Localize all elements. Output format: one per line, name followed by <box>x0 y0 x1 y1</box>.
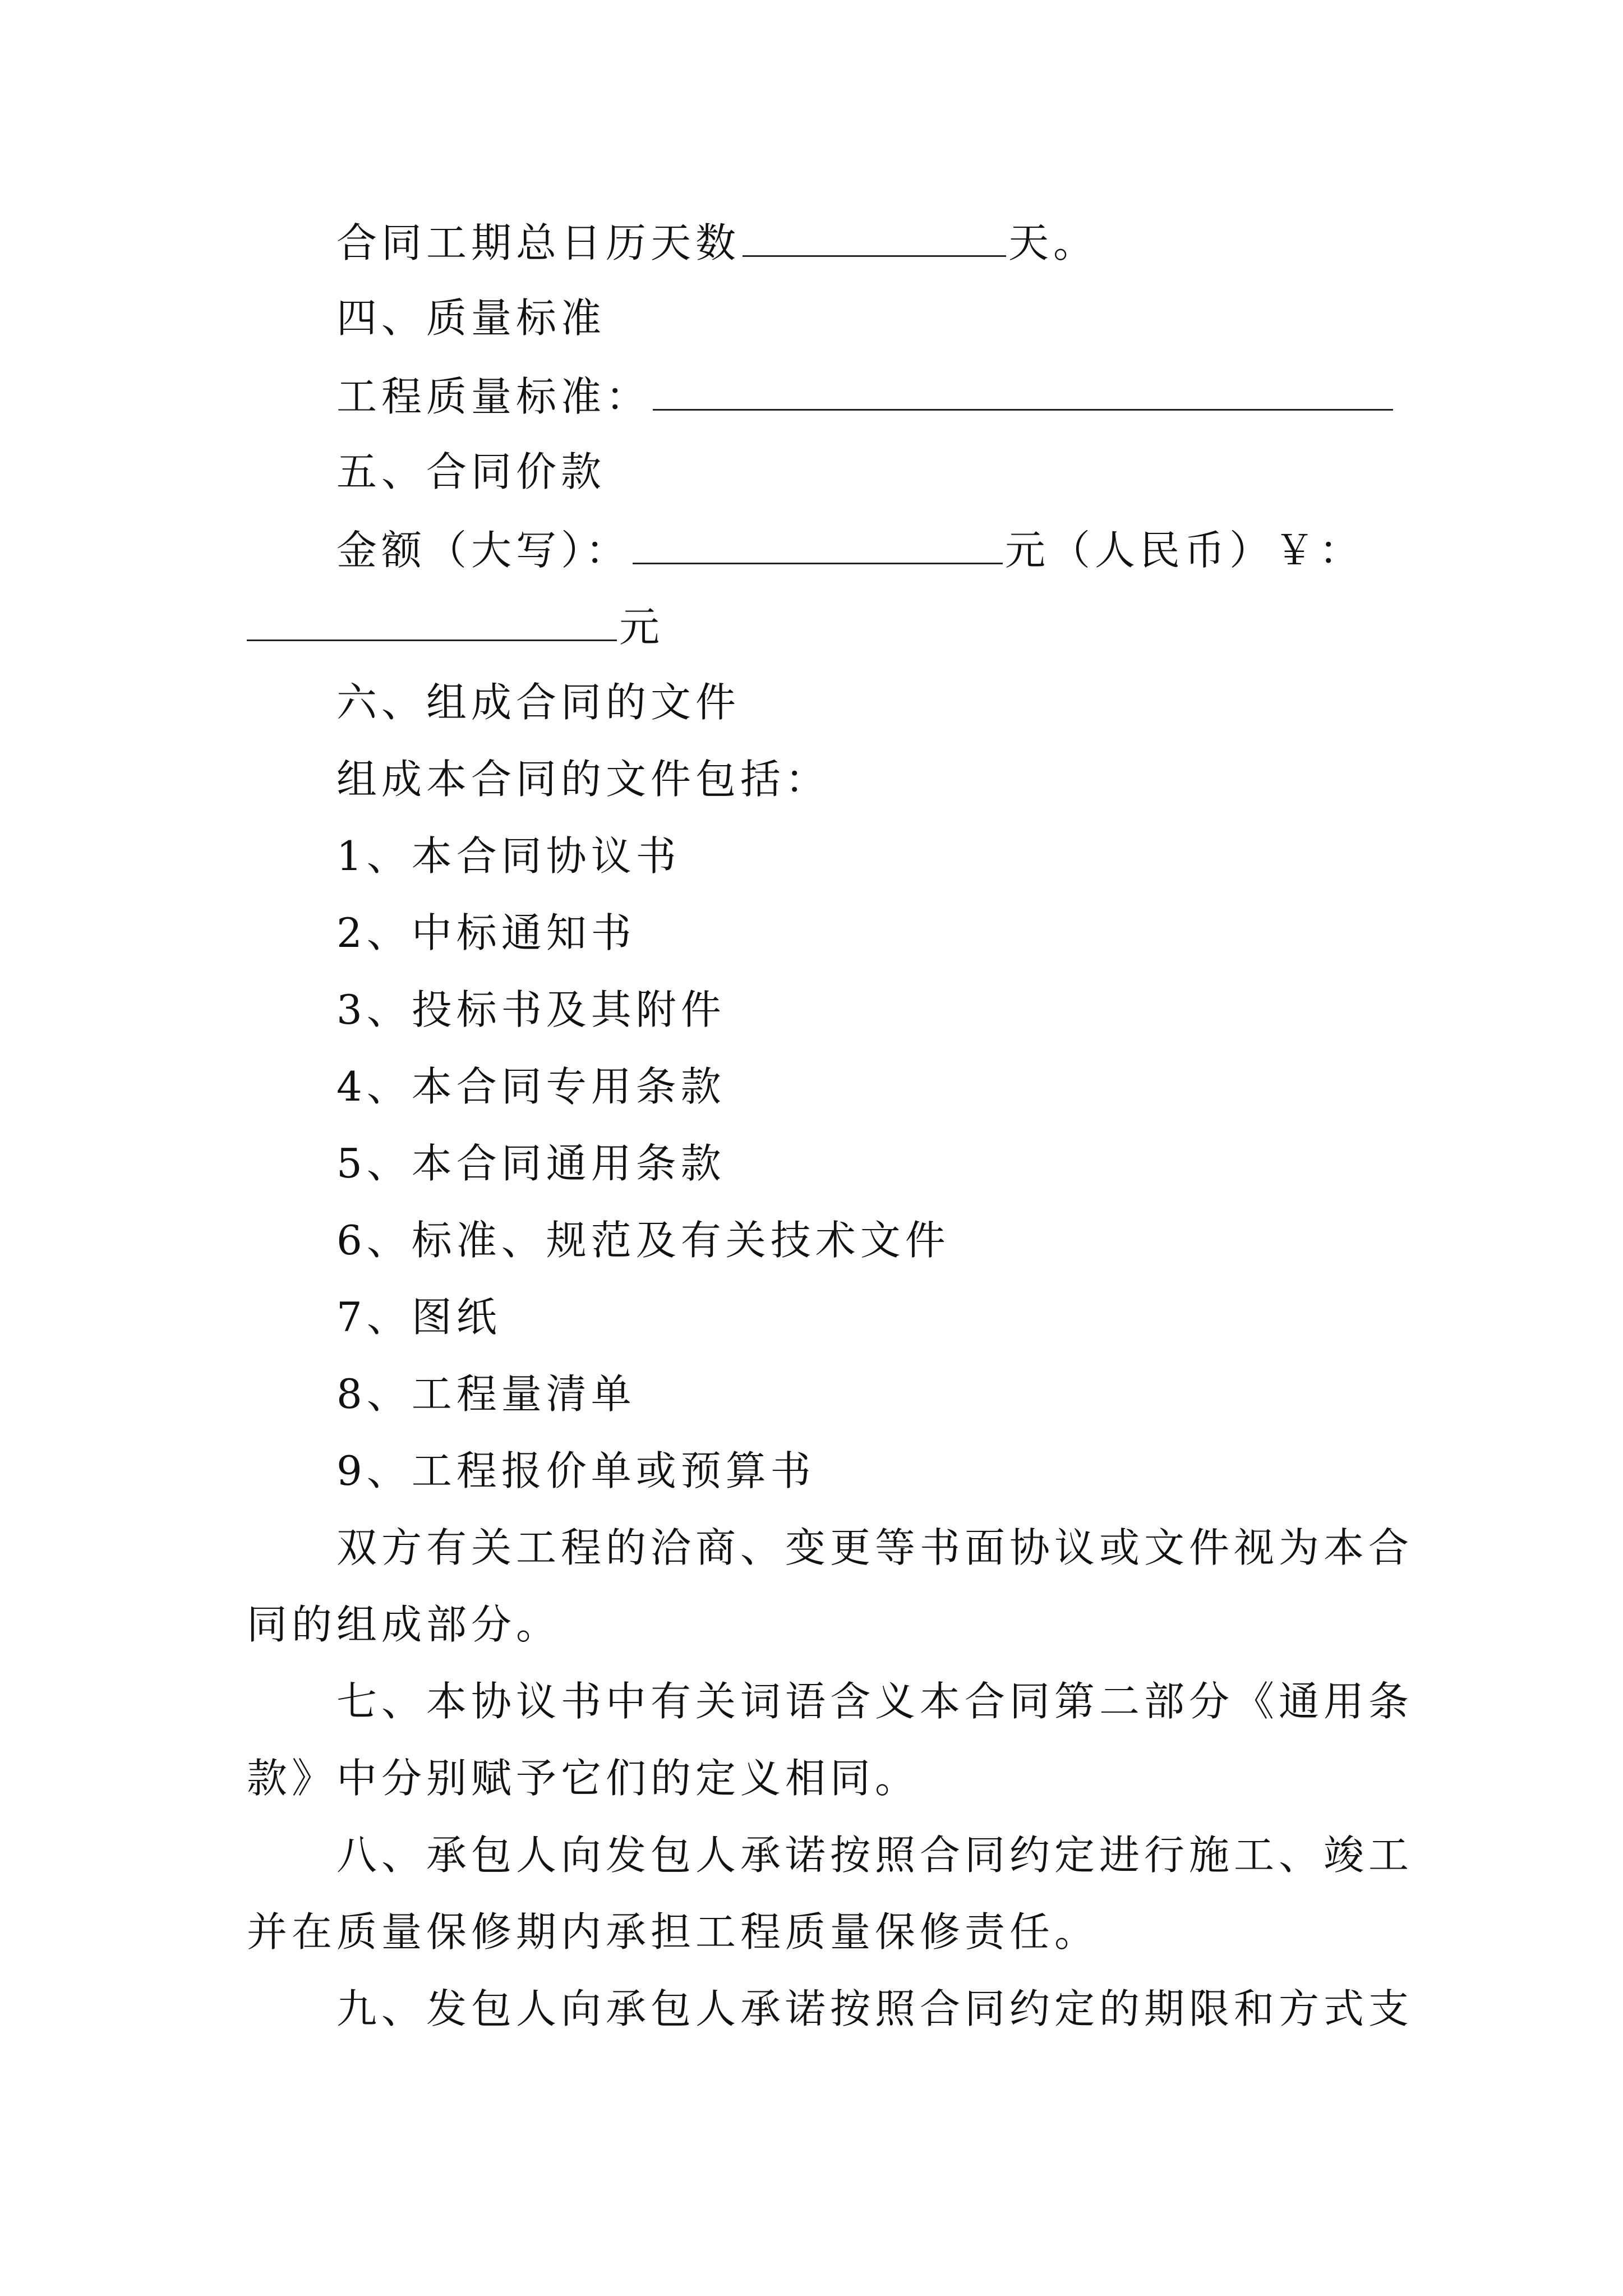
document-item-3: 3、投标书及其附件 <box>336 986 726 1033</box>
document-item-6: 6、标准、规范及有关技术文件 <box>336 1217 950 1264</box>
amount-figure-blank[interactable] <box>247 600 617 641</box>
quality-standard-line <box>336 370 1395 422</box>
section-9-line-1: 九、发包人向承包人承诺按照合同约定的期限和方式支 <box>336 1985 1414 2032</box>
quality-standard-blank[interactable] <box>653 370 1393 411</box>
paragraph-agreements-line-1: 双方有关工程的洽商、变更等书面协议或文件视为本合 <box>336 1524 1414 1571</box>
document-item-1: 1、本合同协议书 <box>336 832 681 880</box>
duration-label: 合同工期总日历天数 <box>336 219 741 266</box>
duration-blank[interactable] <box>743 216 1006 257</box>
document-item-8: 8、工程量清单 <box>336 1370 636 1418</box>
section-6-heading: 六、组成合同的文件 <box>336 679 741 726</box>
duration-unit: 天。 <box>1008 219 1099 266</box>
section-8-line-2: 并在质量保修期内承担工程质量保修责任。 <box>247 1908 1100 1955</box>
duration-line <box>336 216 1098 268</box>
amount-figure-line <box>247 600 664 652</box>
section-7-line-1: 七、本协议书中有关词语含义本合同第二部分《通用条 <box>336 1678 1414 1725</box>
amount-words-blank[interactable] <box>633 523 1003 564</box>
amount-rmb-label: 元（人民币）￥： <box>1005 527 1364 574</box>
amount-line <box>336 523 1364 576</box>
document-item-5: 5、本合同通用条款 <box>336 1140 726 1187</box>
amount-figure-unit: 元 <box>619 604 665 651</box>
document-item-4: 4、本合同专用条款 <box>336 1063 726 1110</box>
amount-words-label: 金额（大写）： <box>336 527 631 574</box>
paragraph-agreements-line-2: 同的组成部分。 <box>247 1601 561 1648</box>
section-5-heading: 五、合同价款 <box>336 448 606 495</box>
documents-intro: 组成本合同的文件包括： <box>336 756 831 803</box>
section-8-line-1: 八、承包人向发包人承诺按照合同约定进行施工、竣工 <box>336 1832 1414 1879</box>
section-4-heading: 四、质量标准 <box>336 295 606 342</box>
document-item-2: 2、中标通知书 <box>336 909 636 956</box>
document-item-7: 7、图纸 <box>336 1294 501 1341</box>
document-item-9: 9、工程报价单或预算书 <box>336 1447 815 1494</box>
section-7-line-2: 款》中分别赋予它们的定义相同。 <box>247 1755 920 1802</box>
quality-standard-label: 工程质量标准： <box>336 373 651 420</box>
